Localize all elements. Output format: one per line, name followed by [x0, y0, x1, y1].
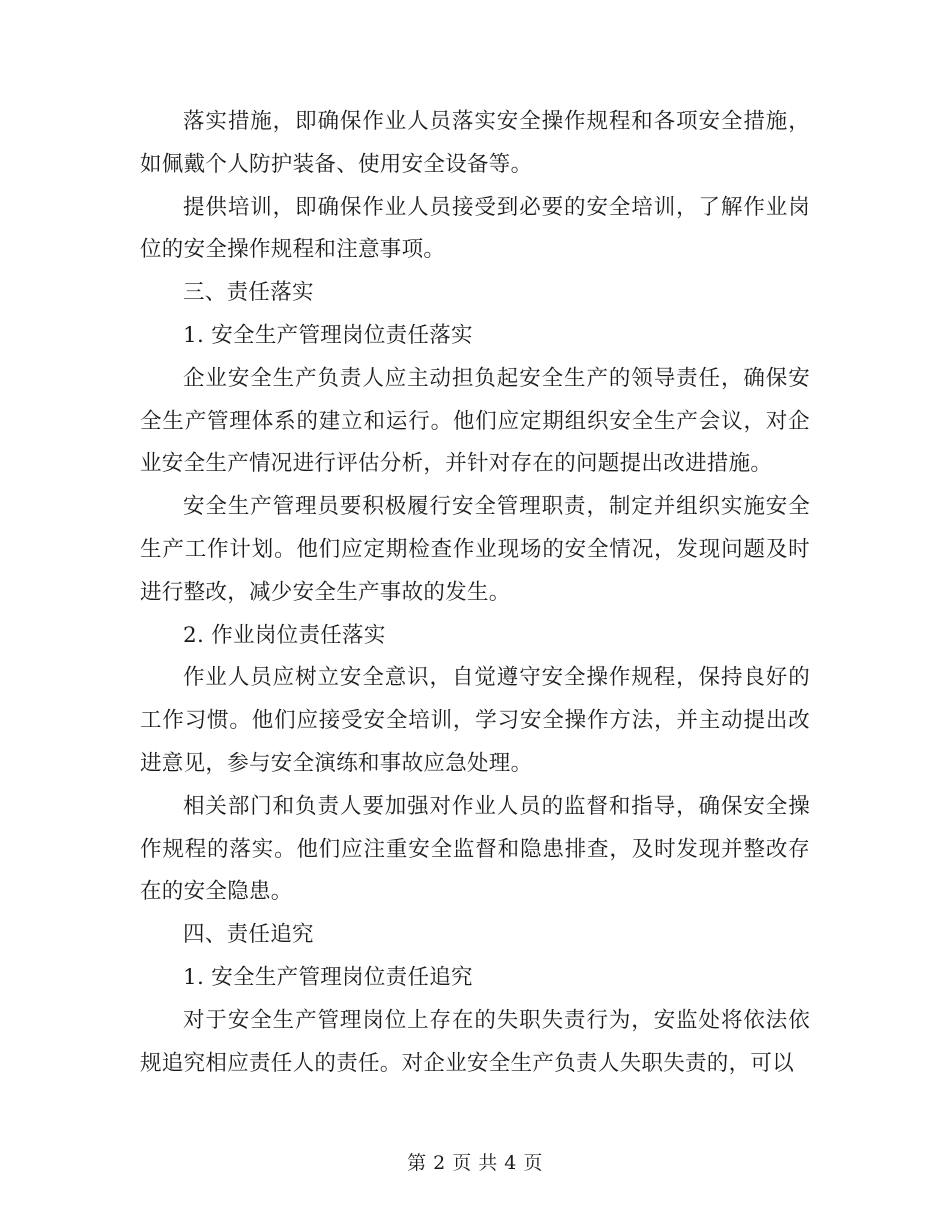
subheading-management-post-implementation: 1. 安全生产管理岗位责任落实 — [183, 322, 473, 348]
paragraph-accountability-detail: 对于安全生产管理岗位上存在的失职失责行为，安监处将依法依规追究相应责任人的责任。对企业安全生产负责人失职失责的，可以 — [140, 1007, 810, 1076]
paragraph-safety-measures: 落实措施，即确保作业人员落实安全操作规程和各项安全措施，如佩戴个人防护装备、使用安全设备等。 — [140, 109, 810, 177]
paragraph-safety-manager-duty: 安全生产管理员要积极履行安全管理职责，制定并组织实施安全生产工作计划。他们应定期检查作业现场的安全情况，发现问题及时进行整改，减少安全生产事故的发生。 — [140, 494, 810, 605]
page-number-footer: 第 2 页 共 4 页 — [407, 1152, 543, 1174]
document-body — [140, 101, 810, 1085]
section-heading-responsibility-implementation: 三、责任落实 — [183, 280, 314, 306]
paragraph-provide-training: 提供培训，即确保作业人员接受到必要的安全培训，了解作业岗位的安全操作规程和注意事项。 — [140, 194, 810, 263]
paragraph-department-supervision: 相关部门和负责人要加强对作业人员的监督和指导，确保安全操作规程的落实。他们应注重安全监督和隐患排查，及时发现并整改存在的安全隐患。 — [140, 793, 810, 905]
paragraph-worker-duty: 作业人员应树立安全意识，自觉遵守安全操作规程，保持良好的工作习惯。他们应接受安全培训，学习安全操作方法，并主动提出改进意见，参与安全演练和事故应急处理。 — [140, 665, 810, 776]
subheading-work-post-implementation: 2. 作业岗位责任落实 — [183, 622, 386, 648]
section-heading-accountability: 四、责任追究 — [183, 922, 314, 948]
paragraph-enterprise-leader-duty: 企业安全生产负责人应主动担负起安全生产的领导责任，确保安全生产管理体系的建立和运行。他们应定期组织安全生产会议，对企业安全生产情况进行评估分析，并针对存在的问题提出改进措施。 — [140, 365, 810, 477]
subheading-management-post-accountability: 1. 安全生产管理岗位责任追究 — [183, 964, 473, 990]
